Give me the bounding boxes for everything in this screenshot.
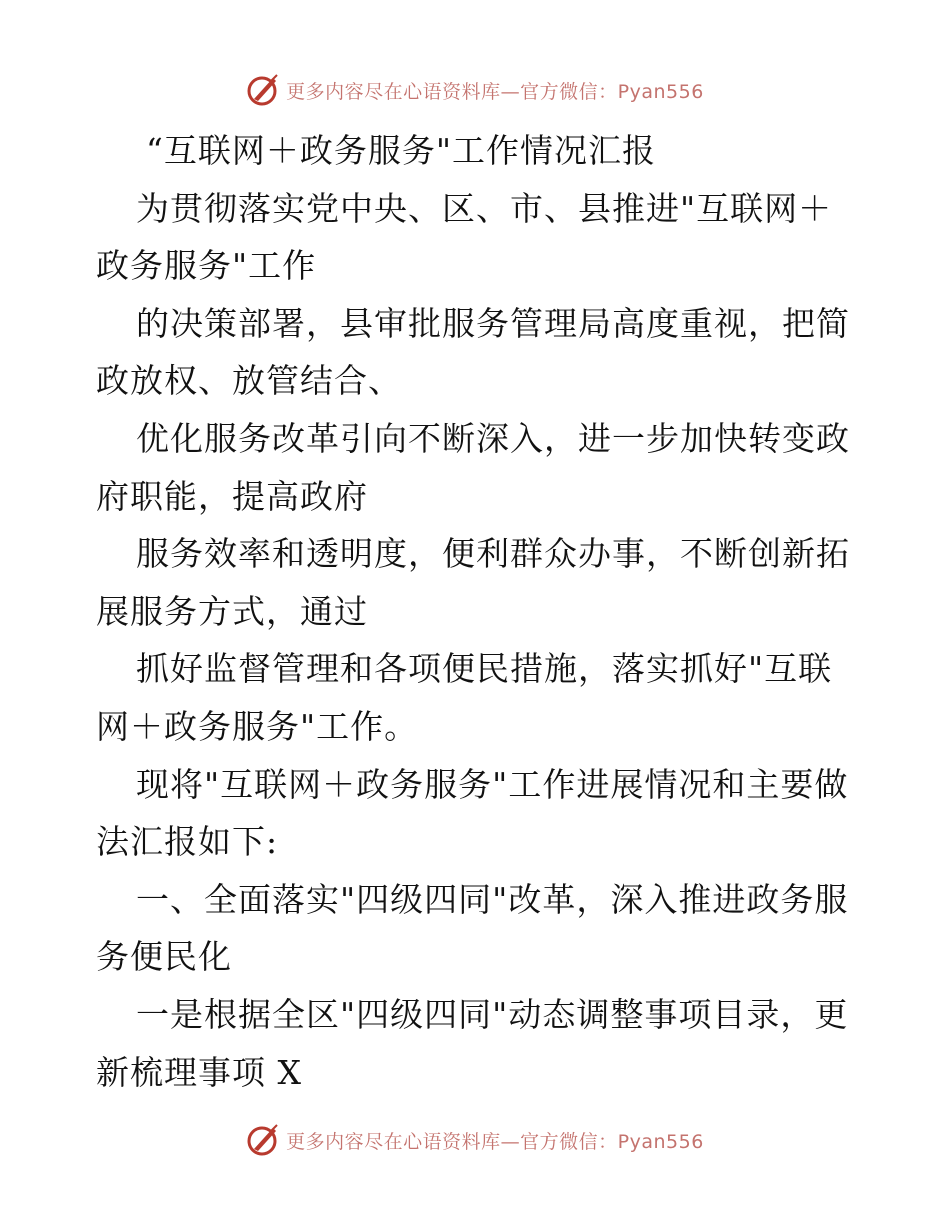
quill-logo-icon [246,73,280,107]
paragraph-line: 抓好监督管理和各项便民措施，落实抓好"互联 [136,649,833,689]
header-watermark [0,70,950,110]
paragraph-line: 为贯彻落实党中央、区、市、县推进"互联网＋ [136,188,833,228]
paragraph-line: 政放权、放管结合、 [96,361,402,401]
paragraph-line: 展服务方式，通过 [96,591,368,631]
paragraph-line: 一是根据全区"四级四同"动态调整事项目录，更 [136,994,849,1034]
paragraph-line: 新梳理事项 X [96,1052,302,1092]
paragraph-line: 法汇报如下: [96,822,279,862]
paragraph-line: 服务效率和透明度，便利群众办事，不断创新拓 [136,534,850,574]
quill-logo-icon [246,1123,280,1157]
paragraph-line: 现将"互联网＋政务服务"工作进展情况和主要做 [136,764,849,804]
watermark-text: 更多内容尽在心语资料库—官方微信：Pyan556 [286,80,704,103]
watermark-text: 更多内容尽在心语资料库—官方微信：Pyan556 [286,1130,704,1153]
paragraph-line: 府职能，提高政府 [96,476,368,516]
paragraph-line: 网＋政务服务"工作。 [96,706,419,746]
paragraph-line: 政务服务"工作 [96,246,317,286]
document-body [96,122,856,1101]
section-heading-line: 务便民化 [96,937,232,977]
section-heading-line: 一、全面落实"四级四同"改革，深入推进政务服 [136,879,849,919]
paragraph-line: 优化服务改革引向不断深入，进一步加快转变政 [136,418,850,458]
paragraph-line: 的决策部署，县审批服务管理局高度重视，把简 [136,303,850,343]
footer-watermark [0,1120,950,1160]
document-title: “互联网＋政务服务"工作情况汇报 [146,131,657,170]
